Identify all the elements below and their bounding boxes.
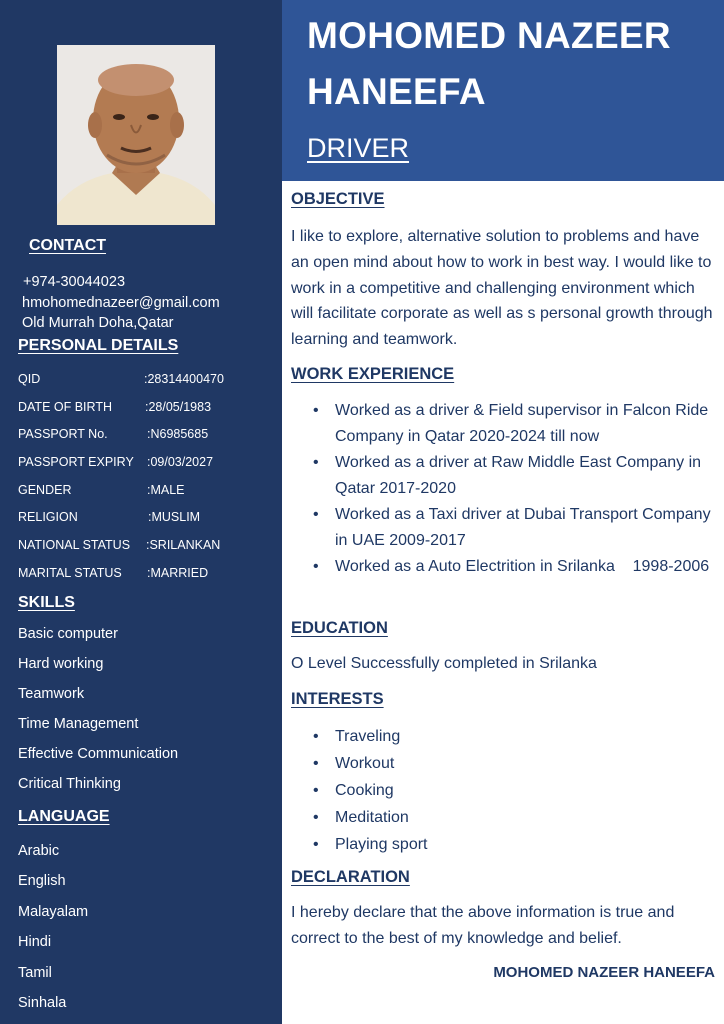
work-experience-heading: WORK EXPERIENCE bbox=[291, 365, 455, 383]
personal-detail-row bbox=[18, 453, 268, 481]
skill-item: Effective Communication bbox=[18, 746, 179, 762]
contact-email[interactable]: hmohomednazeer@gmail.com bbox=[22, 295, 220, 311]
objective-heading: OBJECTIVE bbox=[291, 190, 385, 208]
education-heading: EDUCATION bbox=[291, 619, 388, 637]
language-item: Hindi bbox=[18, 934, 52, 951]
personal-details-heading: PERSONAL DETAILS bbox=[18, 337, 179, 354]
detail-value: :28/05/1983 bbox=[145, 399, 212, 414]
detail-value: :N6985685 bbox=[147, 427, 209, 442]
detail-value: :28314400470 bbox=[144, 372, 224, 386]
personal-detail-row bbox=[18, 508, 268, 536]
job-title: DRIVER bbox=[307, 133, 410, 163]
personal-detail-row bbox=[18, 536, 268, 564]
interest-item: • Traveling bbox=[311, 723, 715, 750]
declaration-heading: DECLARATION bbox=[291, 868, 410, 886]
detail-label: PASSPORT EXPIRY bbox=[18, 455, 134, 470]
language-item: English bbox=[18, 873, 66, 890]
interest-item: • Workout bbox=[311, 750, 715, 777]
interests-list bbox=[311, 723, 715, 858]
detail-value: :MARRIED bbox=[147, 565, 209, 580]
language-list bbox=[18, 843, 88, 1024]
detail-label: NATIONAL STATUS bbox=[18, 538, 131, 553]
detail-label: MARITAL STATUS bbox=[18, 565, 122, 580]
language-item: Sinhala bbox=[18, 994, 67, 1011]
work-experience-item: • Worked as a driver & Field supervisor in Falcon Ride Company in Qatar 2020-2024 till now bbox=[311, 398, 715, 450]
language-item: Malayalam bbox=[18, 903, 89, 920]
detail-label: GENDER bbox=[18, 482, 72, 497]
personal-detail-row bbox=[18, 481, 268, 509]
language-heading: LANGUAGE bbox=[18, 808, 110, 825]
work-experience-item: • Worked as a driver at Raw Middle East Company in Qatar 2017-2020 bbox=[311, 450, 715, 502]
interest-item: • Meditation bbox=[311, 804, 715, 831]
signature-name: MOHOMED NAZEER HANEEFA bbox=[493, 964, 715, 981]
work-experience-item: • Worked as a Auto Electrition in Srilanka 1998-2006 bbox=[311, 554, 715, 580]
skill-item: Time Management bbox=[18, 716, 139, 732]
work-experience-list bbox=[311, 398, 715, 580]
skill-item: Teamwork bbox=[18, 686, 85, 702]
interests-heading: INTERESTS bbox=[291, 690, 384, 708]
skills-list bbox=[18, 626, 178, 806]
detail-value: :MALE bbox=[147, 482, 185, 497]
detail-value: :09/03/2027 bbox=[147, 455, 214, 470]
interest-item: • Cooking bbox=[311, 777, 715, 804]
declaration-text: I hereby declare that the above information is true and correct to the best of my knowledge and belief. bbox=[291, 904, 675, 947]
detail-value: :SRILANKAN bbox=[146, 538, 221, 553]
objective-text: I like to explore, alternative solution to problems and have an open mind about how to work in best way. I would like to work in a competitive and challenging environment which will facilitate corporate as well as s personal growth through learning and teamwork. bbox=[291, 228, 713, 349]
header-banner bbox=[282, 0, 724, 181]
work-experience-item: • Worked as a Taxi driver at Dubai Transport Company in UAE 2009-2017 bbox=[311, 502, 715, 554]
personal-detail-row bbox=[18, 398, 268, 426]
skill-item: Basic computer bbox=[18, 626, 118, 642]
language-item: Tamil bbox=[18, 964, 52, 981]
personal-detail-row bbox=[18, 370, 268, 398]
contact-phone: +974-30044023 bbox=[23, 274, 126, 290]
detail-value: :MUSLIM bbox=[148, 510, 201, 525]
contact-address: Old Murrah Doha,Qatar bbox=[22, 315, 174, 331]
skill-item: Hard working bbox=[18, 656, 104, 672]
personal-detail-row bbox=[18, 425, 268, 453]
personal-details-table bbox=[18, 370, 268, 592]
profile-photo bbox=[57, 45, 215, 225]
sidebar bbox=[0, 0, 282, 1024]
detail-label: QID bbox=[18, 372, 41, 386]
personal-detail-row bbox=[18, 564, 268, 592]
candidate-name: MOHOMED NAZEER HANEEFA bbox=[307, 15, 671, 112]
detail-label: DATE OF BIRTH bbox=[18, 399, 112, 414]
interest-item: • Playing sport bbox=[311, 831, 715, 858]
education-text: O Level Successfully completed in Srilanka bbox=[291, 655, 597, 672]
skill-item: Critical Thinking bbox=[18, 776, 121, 792]
skills-heading: SKILLS bbox=[18, 594, 75, 611]
language-item: Arabic bbox=[18, 843, 60, 859]
detail-label: RELIGION bbox=[18, 510, 78, 525]
detail-label: PASSPORT No. bbox=[18, 427, 108, 442]
contact-heading: CONTACT bbox=[29, 237, 107, 254]
